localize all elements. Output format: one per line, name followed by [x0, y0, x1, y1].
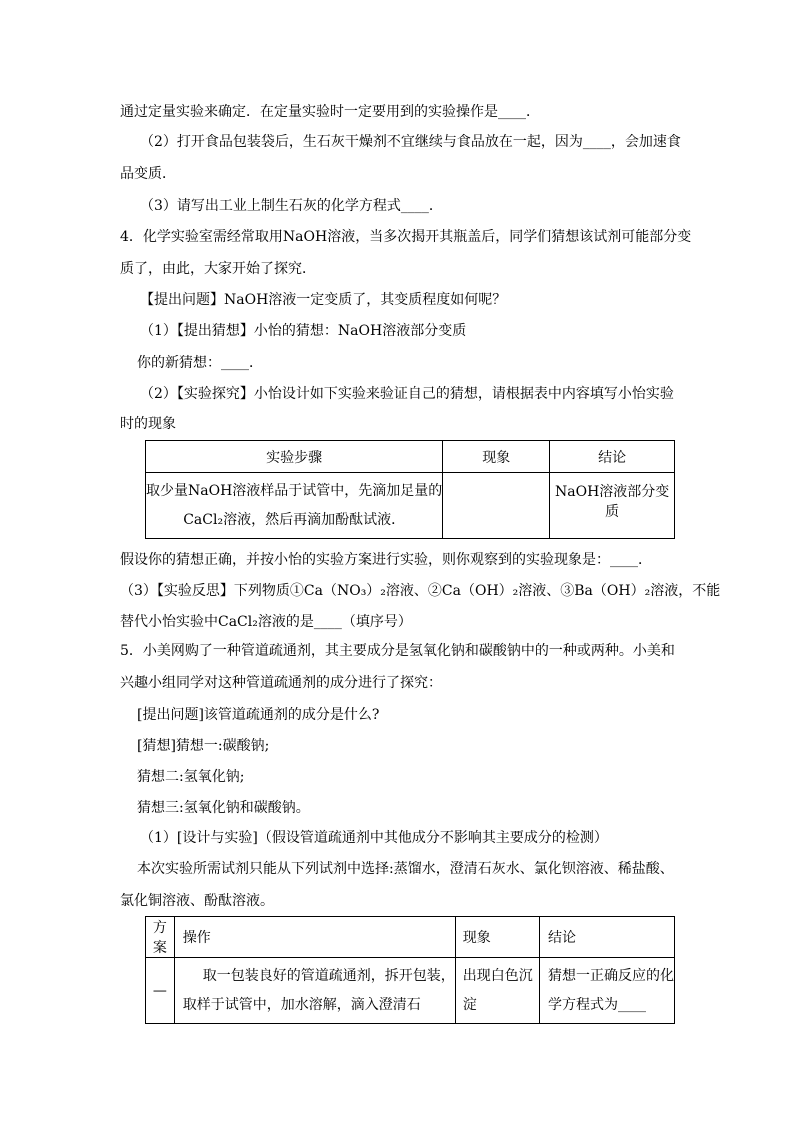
text-line: [猜想]猜想一:碳酸钠; — [137, 738, 270, 754]
text-line: （2）【实验探究】小怡设计如下实验来验证自己的猜想，请根据表中内容填写小怡实验 — [140, 386, 674, 402]
cell-line: 学方程式为____ — [548, 997, 646, 1013]
text-line: 【提出问题】NaOH溶液一定变质了，其变质程度如何呢？ — [140, 292, 507, 308]
table-cell-conclusion — [540, 958, 675, 1024]
text-line: 替代小怡实验中CaCl₂溶液的是____（填序号） — [120, 614, 412, 630]
table-header: 结论 — [540, 917, 675, 958]
cell-line: 取少量NaOH溶液样品于试管中，先滴加足量的 — [146, 483, 443, 499]
text-line: （3）请写出工业上制生石灰的化学方程式____． — [140, 198, 443, 214]
table-header: 现象 — [455, 917, 539, 958]
question-5-line: 5．小美网购了一种管道疏通剂，其主要成分是氢氧化钠和碳酸钠中的一种或两种。小美和 — [120, 643, 675, 659]
table-header: 方案 — [146, 917, 175, 958]
text-line: 品变质． — [120, 166, 176, 182]
text-line: 你的新猜想：____． — [137, 355, 263, 371]
text-line: 猜想二:氢氧化钠; — [137, 769, 245, 785]
table-header: 结论 — [550, 441, 675, 473]
text-line: （1）【提出猜想】小怡的猜想：NaOH溶液部分变质 — [140, 323, 467, 339]
text-line: （2）打开食品包装袋后，生石灰干燥剂不宜继续与食品放在一起，因为____，会加速食 — [140, 134, 681, 150]
table-cell-step — [146, 473, 443, 539]
text-line: 本次实验所需试剂只能从下列试剂中选择:蒸馏水，澄清石灰水、氯化钡溶液、稀盐酸、 — [137, 861, 674, 877]
design-experiment-table — [145, 916, 675, 1024]
text-line: 质了，由此，大家开始了探究． — [120, 261, 316, 277]
text-line: 时的现象 — [120, 416, 176, 432]
experiment-table — [145, 440, 675, 539]
cell-line: CaCl₂溶液，然后再滴加酚酞试液． — [183, 512, 406, 528]
table-cell-phenomenon — [455, 958, 539, 1024]
cell-line: 出现白色沉 — [462, 968, 533, 984]
cell-line: 猜想一正确反应的化 — [548, 968, 674, 984]
table-cell-phenomenon — [443, 473, 550, 539]
table-header: 现象 — [443, 441, 550, 473]
cell-line: 取一包装良好的管道疏通剂，拆开包装， — [202, 968, 455, 984]
table-cell-operation — [174, 958, 455, 1024]
text-line: 假设你的猜想正确，并按小怡的实验方案进行实验，则你观察到的实验现象是：____． — [120, 552, 652, 568]
text-line: （3）【实验反思】下列物质①Ca（NO₃）₂溶液、②Ca（OH）₂溶液、③Ba（OH）₂溶液，不能 — [120, 583, 721, 599]
text-line: [提出问题]该管道疏通剂的成分是什么? — [137, 707, 380, 723]
text-line: （1）[设计与实验]（假设管道疏通剂中其他成分不影响其主要成分的检测） — [140, 830, 608, 846]
table-cell-scheme: — — [146, 958, 175, 1024]
cell-line: 取样于试管中，加水溶解，滴入澄清石 — [182, 997, 421, 1013]
text-line: 通过定量实验来确定．在定量实验时一定要用到的实验操作是____． — [120, 104, 540, 120]
text-line: 猜想三:氢氧化钠和碳酸钠。 — [137, 800, 310, 816]
table-header: 实验步骤 — [146, 441, 443, 473]
cell-line: 淀 — [462, 997, 477, 1013]
table-header: 操作 — [174, 917, 455, 958]
text-line: 兴趣小组同学对这种管道疏通剂的成分进行了探究： — [120, 675, 442, 691]
table-cell-conclusion: NaOH溶液部分变质 — [550, 473, 675, 539]
text-line: 氯化铜溶液、酚酞溶液。 — [120, 893, 274, 909]
question-4-line: 4．化学实验室需经常取用NaOH溶液，当多次揭开其瓶盖后，同学们猜想该试剂可能部分变 — [120, 229, 692, 245]
